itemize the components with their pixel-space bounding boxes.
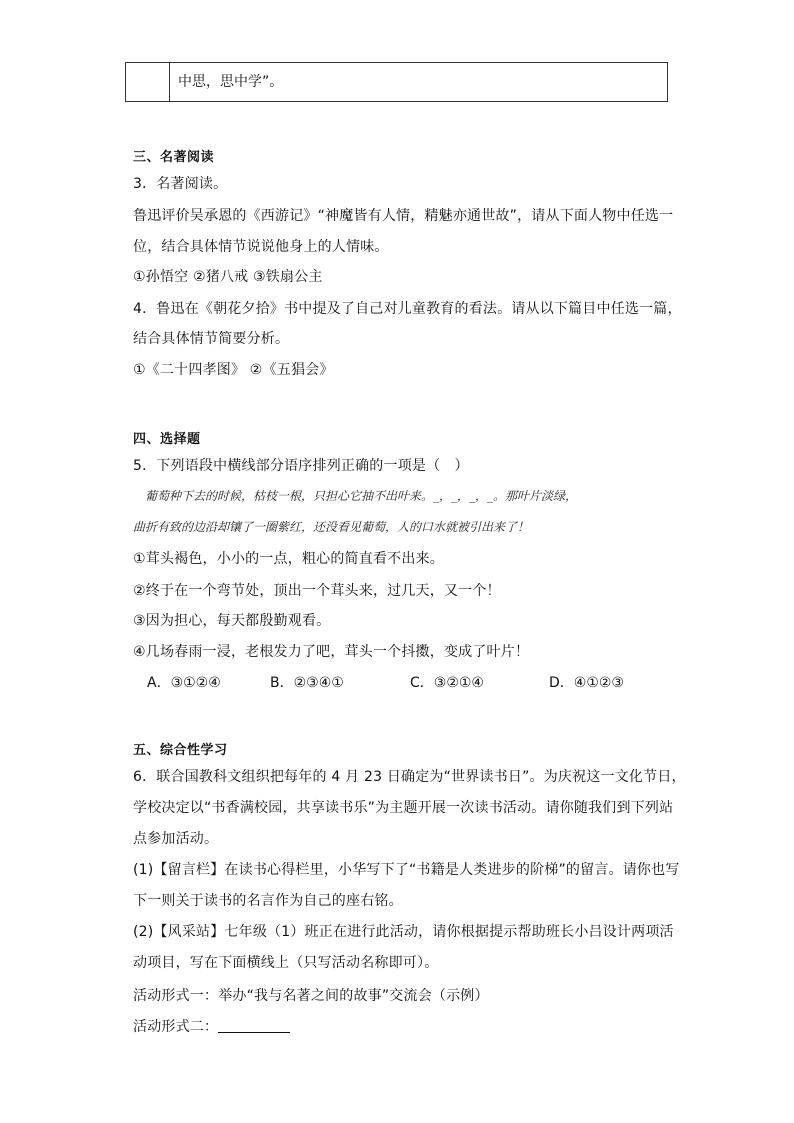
q3-line-1: 鲁迅评价吴承恩的《西游记》“神魔皆有人情，精魅亦通世故”，请从下面人物中任选一	[133, 208, 674, 224]
option-d[interactable]: D．④①②③	[549, 675, 624, 691]
activity-1: 活动形式一：举办“我与名著之间的故事”交流会（示例）	[133, 988, 489, 1004]
section-title-4: 四、选择题	[133, 432, 201, 447]
option-c[interactable]: C．③②①④	[410, 675, 484, 691]
q4-choices: ①《二十四孝图》 ②《五猖会》	[133, 362, 334, 378]
q6-line-2: 学校决定以“书香满校园，共享读书乐”为主题开展一次读书活动。请你随我们到下列站	[133, 800, 674, 816]
sub1-line-2: 下一则关于读书的名言作为自己的座右铭。	[133, 893, 403, 909]
sentence-3: ③因为担心，每天都殷勤观看。	[133, 613, 331, 629]
q3-stem: 3．名著阅读。	[133, 176, 228, 192]
q4-line-2: 结合具体情节简要分析。	[133, 331, 290, 347]
option-a[interactable]: A．③①②④	[147, 675, 221, 691]
table-cell-empty	[126, 63, 170, 101]
sentence-4: ④几场春雨一浸，老根发力了吧，茸头一个抖擞，变成了叶片！	[133, 644, 530, 660]
activity-2-row	[133, 1016, 290, 1036]
q4-line-1: 4．鲁迅在《朝花夕拾》书中提及了自己对儿童教育的看法。请从以下篇目中任选一篇，	[133, 301, 682, 317]
option-b[interactable]: B．②③④①	[270, 675, 344, 691]
sub2-line-1: (2)【风采站】七年级（1）班正在进行此活动，请你根据提示帮助班长小吕设计两项活	[133, 924, 674, 940]
activity-2-label: 活动形式二：	[133, 1019, 219, 1035]
table-cell-text: 中思，思中学”。	[178, 74, 284, 90]
table-fragment	[125, 62, 668, 102]
sub2-line-2: 动项目，写在下面横线上（只写活动名称即可）。	[133, 955, 439, 971]
q3-choices: ①孙悟空 ②猪八戒 ③铁扇公主	[133, 269, 323, 285]
q5-stem: 5．下列语段中横线部分语序排列正确的一项是（ ）	[133, 458, 469, 474]
q6-line-3: 点参加活动。	[133, 831, 219, 847]
section-title-5: 五、综合性学习	[133, 743, 228, 758]
section-title-3: 三、名著阅读	[133, 150, 215, 165]
activity-2-answer-blank[interactable]	[218, 1018, 290, 1033]
q3-line-2: 位，结合具体情节说说他身上的人情味。	[133, 239, 389, 255]
sub1-line-1: (1)【留言栏】在读书心得栏里，小华写下了“书籍是人类进步的阶梯”的留言。请你也写	[133, 862, 680, 878]
passage-line-1: 葡萄种下去的时候，枯枝一根，只担心它抽不出叶来。_，_，_，_。那叶片淡绿，	[145, 489, 578, 503]
passage-line-2: 曲折有致的边沿却镶了一圈紫红，还没看见葡萄，人的口水就被引出来了！	[133, 520, 530, 534]
sentence-1: ①茸头褐色，小小的一点，粗心的简直看不出来。	[133, 551, 444, 567]
sentence-2: ②终于在一个弯节处，顶出一个茸头来，过几天，又一个！	[133, 583, 501, 599]
q6-line-1: 6．联合国教科文组织把每年的 4 月 23 日确定为“世界读书日”。为庆祝这一文化节日，	[133, 769, 686, 785]
